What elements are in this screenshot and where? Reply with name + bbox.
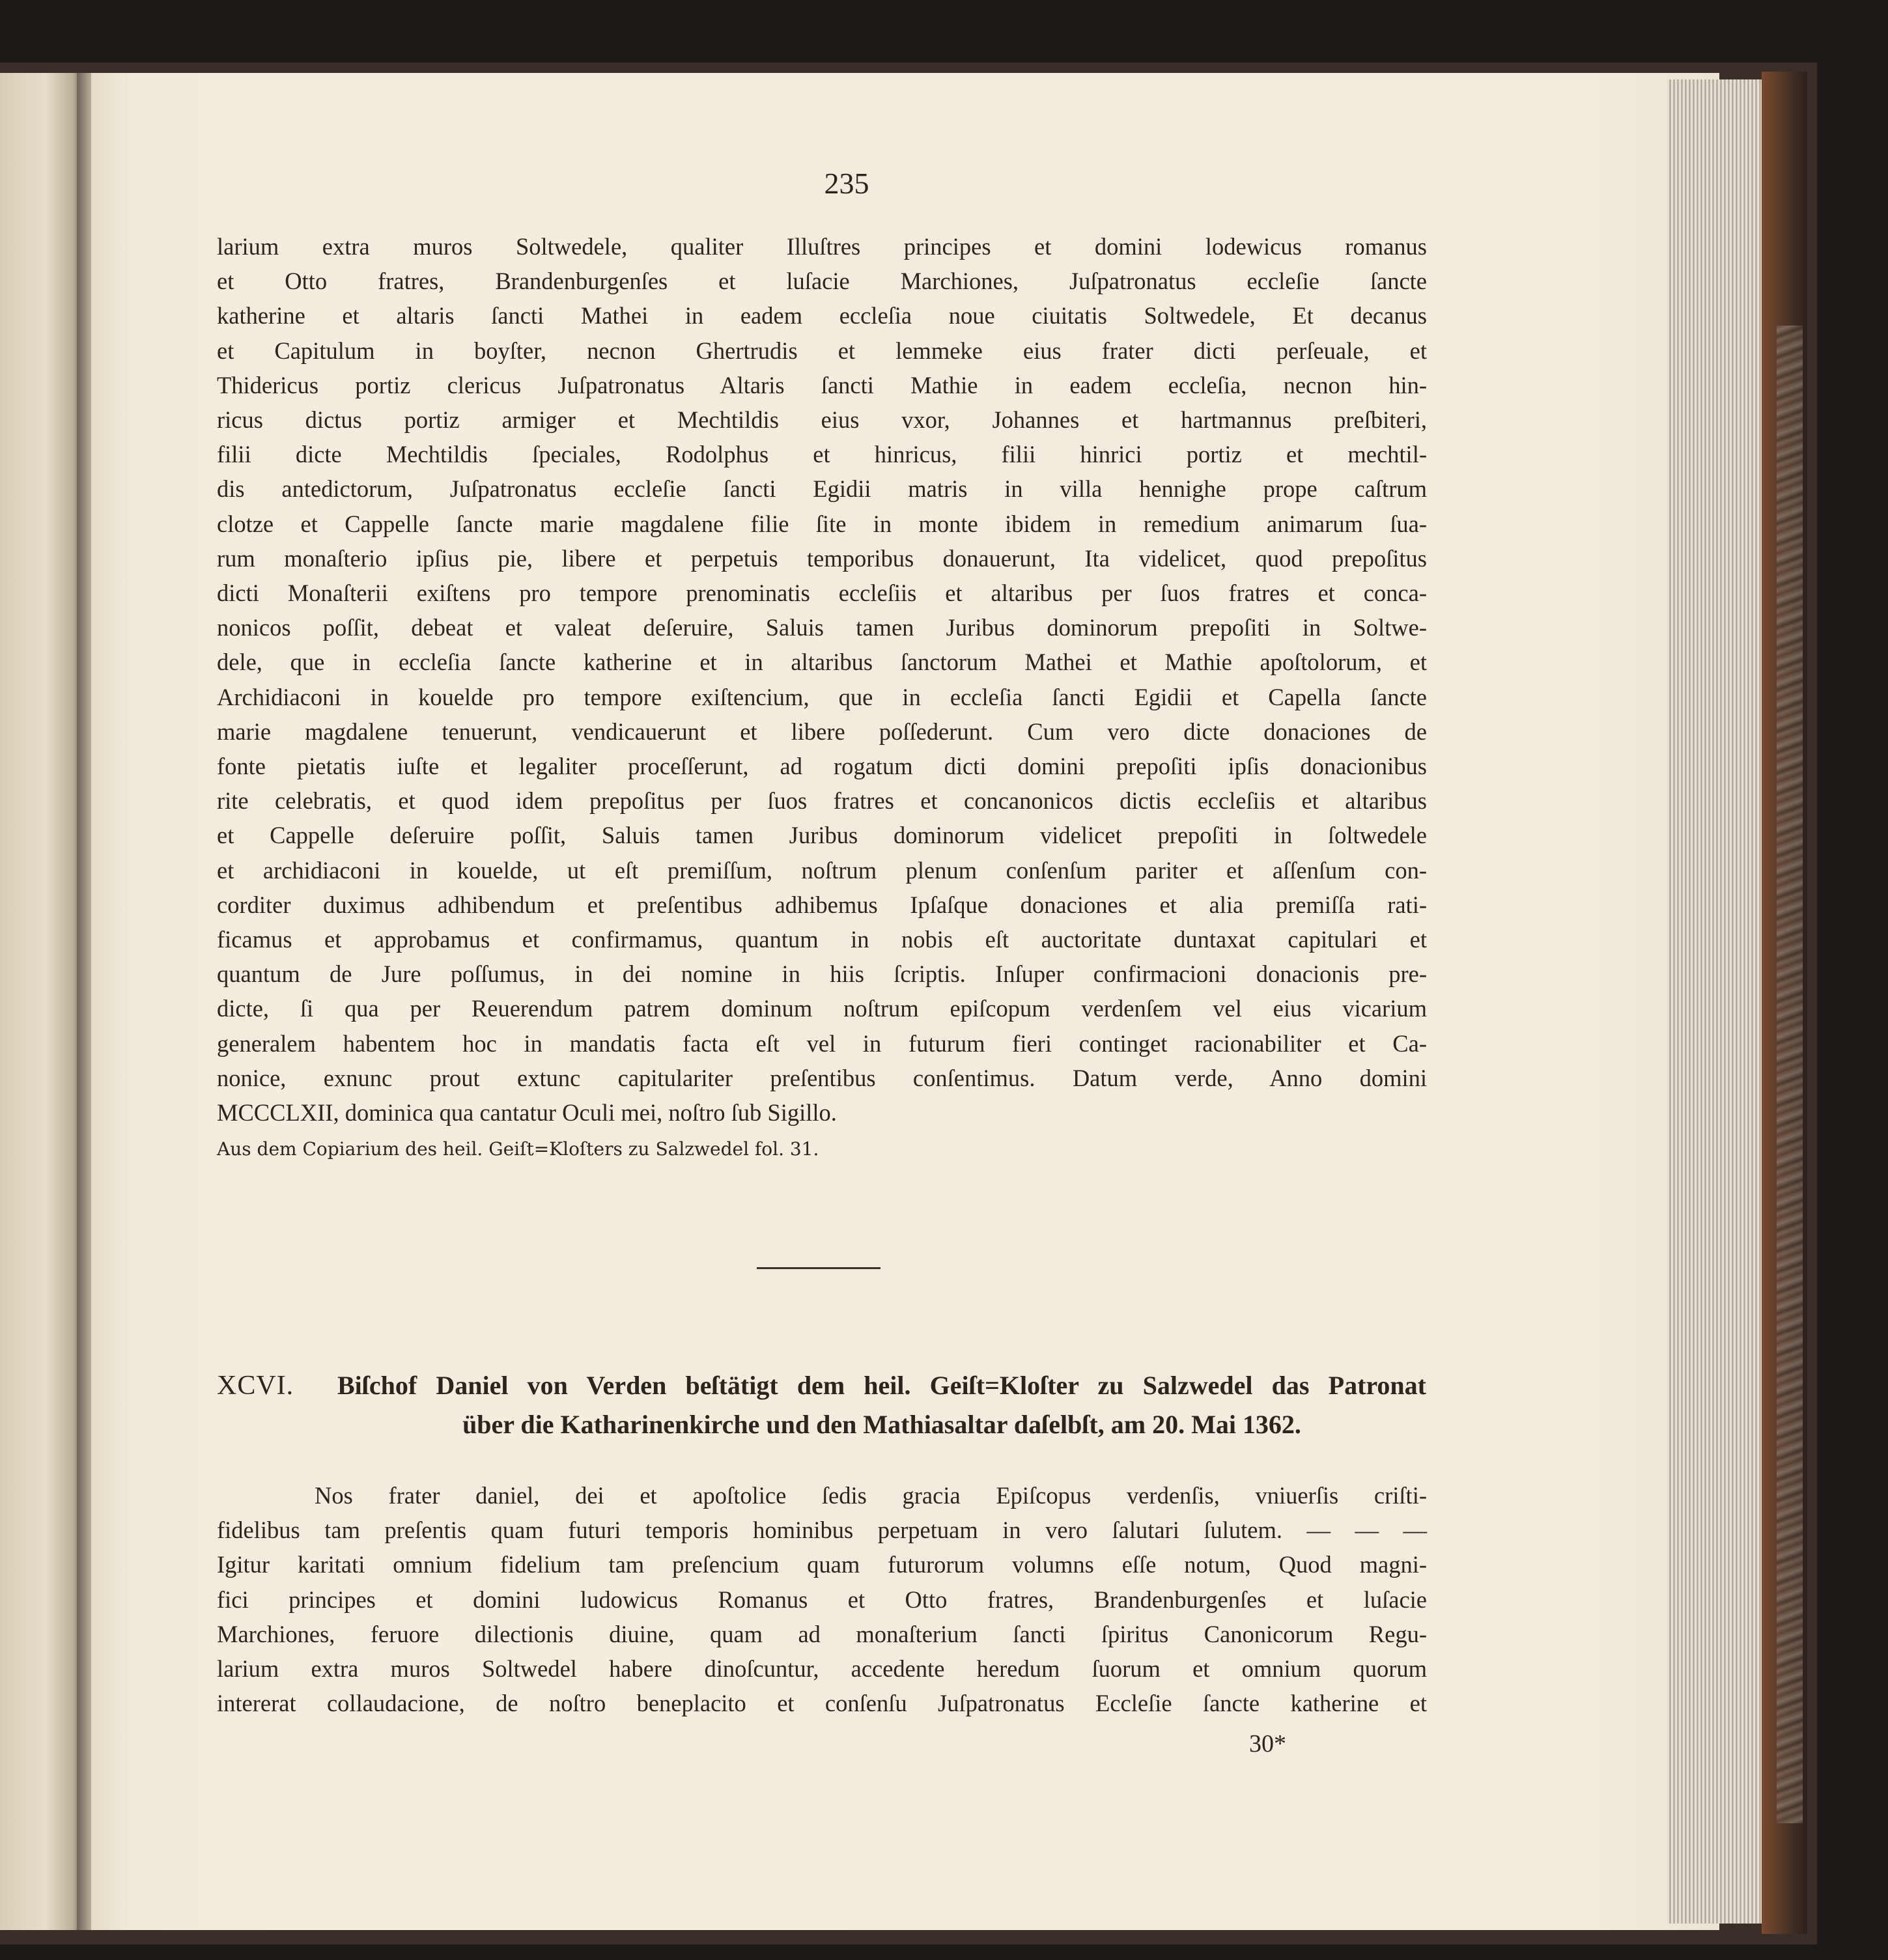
body-line: rite celebratis, et quod idem prepoſitus per ſuos fratres et concanonicos dictis eccleſiis et altaribus [217,787,1427,815]
book-gutter [77,73,91,1930]
body-line: clotze et Cappelle ſancte marie magdalene filie ſite in monte ibidem in remedium animarum ſua- [217,510,1427,537]
body-line: intererat collaudacione, de noſtro beneplacito et conſenſu Juſpatronatus Eccleſie ſancte katherine et [217,1690,1427,1717]
body-line: Archidiaconi in kouelde pro tempore exiſtencium, que in eccleſia ſancti Egidii et Capella ſancte [217,683,1427,710]
body-line: MCCCLXII, dominica qua cantatur Oculi mei, noſtro ſub Sigillo. [217,1099,837,1127]
body-line: Thidericus portiz clericus Juſpatronatus Altaris ſancti Mathie in eadem eccleſia, necnon hin- [217,371,1427,399]
body-line: dis antedictorum, Juſpatronatus eccleſie ſancti Egidii matris in villa hennighe prope caſtrum [217,475,1427,503]
page-number: 235 [824,167,869,200]
body-line: fidelibus tam preſentis quam futuri temporis hominibus perpetuam in vero ſalutari ſulutem. — — — [217,1517,1427,1544]
body-line: larium extra muros Soltwedele, qualiter Illuſtres principes et domini lodewicus romanus [217,233,1427,260]
section-divider [757,1267,881,1269]
document-number: XCVI. [217,1371,294,1401]
body-line: rum monaſterio ipſius pie, libere et perpetuis temporibus donauerunt, Ita videlicet, quod prepoſitus [217,544,1427,572]
body-line: Igitur karitati omnium fidelium tam preſencium quam futurorum volumns eſſe notum, Quod magni- [217,1551,1427,1578]
document-heading-line-1: Biſchof Daniel von Verden beſtätigt dem heil. Geiſt=Kloſter zu Salzwedel das Patronat [337,1371,1426,1400]
body-line: dicte, ſi qua per Reuerendum patrem dominum noſtrum epiſcopum verdenſem vel eius vicarium [217,995,1427,1022]
body-line: quantum de Jure poſſumus, in dei nomine in hiis ſcriptis. Inſuper confirmacioni donacionis pre- [217,960,1427,988]
body-line: dicti Monaſterii exiſtens pro tempore prenominatis eccleſiis et altaribus per ſuos fratres et conca- [217,580,1427,607]
source-note: Aus dem Copiarium des heil. Geiſt=Kloſters zu Salzwedel fol. 31. [217,1138,819,1160]
body-line: et Otto fratres, Brandenburgenſes et luſacie Marchiones, Juſpatronatus eccleſie ſancte [217,268,1427,295]
body-line: Marchiones, feruore dilectionis diuine, quam ad monaſterium ſancti ſpiritus Canonicorum Regu- [217,1620,1427,1647]
body-line: fici principes et domini ludowicus Romanus et Otto fratres, Brandenburgenſes et luſacie [217,1586,1427,1613]
body-line: fonte pietatis iuſte et legaliter proceſſerunt, ad rogatum dicti domini prepoſiti ipſis donacionibus [217,753,1427,780]
signature-mark: 30* [1249,1730,1286,1757]
body-line: ficamus et approbamus et confirmamus, quantum in nobis eſt auctoritate duntaxat capitulari et [217,926,1427,953]
body-line: filii dicte Mechtildis ſpeciales, Rodolphus et hinricus, filii hinrici portiz et mechtil- [217,441,1427,468]
body-line: corditer duximus adhibendum et preſentibus adhibemus Ipſaſque donaciones et alia premiſſa rati- [217,891,1427,918]
body-line: et Cappelle deſeruire poſſit, Saluis tamen Juribus dominorum videlicet prepoſiti in ſoltwedele [217,822,1427,849]
page-stack-edge [1667,79,1765,1924]
body-line: marie magdalene tenuerunt, vendicauerunt et libere poſſederunt. Cum vero dicte donaciones de [217,718,1427,745]
body-line: nonice, exnunc prout extunc capitulariter preſentibus conſentimus. Datum verde, Anno domini [217,1064,1427,1091]
body-line: nonicos poſſit, debeat et valeat deſeruire, Saluis tamen Juribus dominorum prepoſiti in Soltwe- [217,614,1427,641]
body-line: larium extra muros Soltwedel habere dinoſcuntur, accedente heredum ſuorum et omnium quorum [217,1655,1427,1683]
body-text-continuation [217,229,1427,1130]
document-body-text [217,1478,1427,1720]
body-line: katherine et altaris ſancti Mathei in eadem eccleſia noue ciuitatis Soltwedele, Et decanus [217,302,1427,329]
marbled-cover-pattern [1777,326,1803,1823]
body-line: et archidiaconi in kouelde, ut eſt premiſſum, noſtrum plenum conſenſum pariter et aſſenſum con- [217,856,1427,884]
body-line: dele, que in eccleſia ſancte katherine et in altaribus ſanctorum Mathei et Mathie apoſtolorum, et [217,649,1427,676]
document-heading-line-2: über die Katharinenkirche und den Mathiasaltar daſelbſt, am 20. Mai 1362. [462,1410,1301,1439]
body-line: generalem habentem hoc in mandatis facta eſt vel in futurum fieri continget racionabiliter et Ca- [217,1029,1427,1057]
body-line: et Capitulum in boyſter, necnon Ghertrudis et lemmeke eius frater dicti perſeuale, et [217,337,1427,364]
body-line: ricus dictus portiz armiger et Mechtildis eius vxor, Johannes et hartmannus preſbiteri, [217,406,1427,434]
body-line: Nos frater daniel, dei et apoſtolice ſedis gracia Epiſcopus verdenſis, vniuerſis criſti- [315,1482,1427,1509]
left-page-edge [0,73,82,1930]
